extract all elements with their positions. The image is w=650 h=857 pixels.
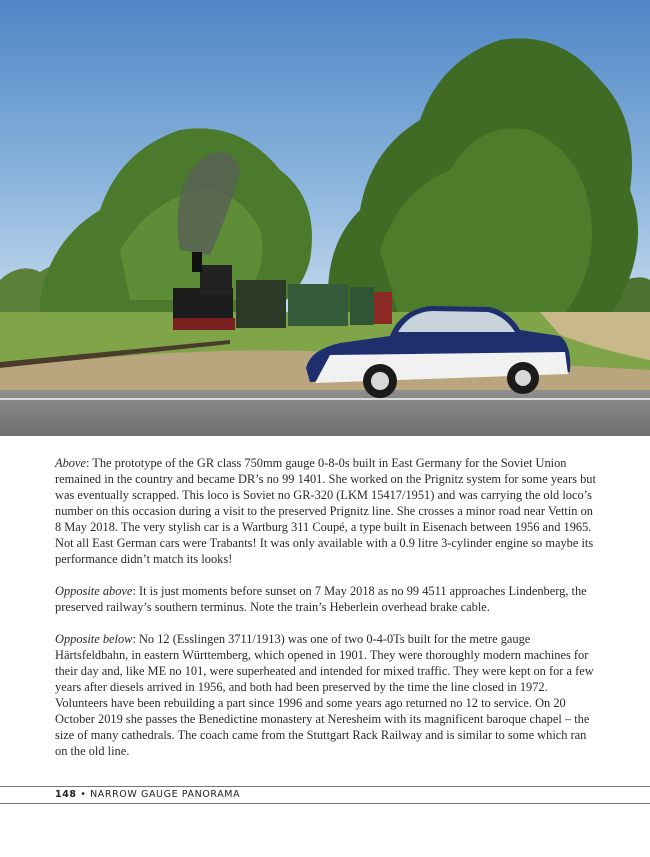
caption-lead: Above (55, 456, 86, 470)
caption-text: : The prototype of the GR class 750mm gauge 0-8-0s built in East Germany for the Soviet Union remained in the country and became DR’s no 99 1401. She worked on the Prignitz system for some years but was eventually scrapped. This loco is Soviet no GR-320 (LKM 15417/1951) and was carrying the old loco’s number on this occasion during a visit to the preserved Prignitz line. She crosses a minor road near Vettin on 8 May 2018. The very stylish car is a Wartburg 311 Coupé, a type built in Eisenach between 1956 and 1965. Not all East German cars were Trabants! It was only available with a 0.9 litre 3-cylinder engine so maybe its performance didn’t match its looks! (55, 456, 596, 566)
caption-text: : No 12 (Esslingen 3711/1913) was one of two 0-4-0Ts built for the metre gauge Härtsfeldbahn, in eastern Württemberg, which opened in 1901. They were thoroughly modern machines for their day and, like ME no 101, were superheated and intended for mixed traffic. They were kept on for a few years after diesels arrived in 1956, and both had been preserved by the time the line closed in 1972. Volunteers have been rebuilding a part since 1996 and some years ago returned no 12 to service. On 20 October 2019 she passes the Benedictine monastery at Neresheim with its magnificent baroque chapel – the size of many cathedrals. The coach came from the Stuttgart Rack Railway and is similar to some which ran on the old line. (55, 632, 594, 758)
page-footer (55, 789, 240, 800)
captions (55, 455, 600, 775)
caption-opposite-above (55, 583, 600, 615)
footer-separator: • (76, 789, 91, 800)
caption-opposite-below (55, 631, 600, 759)
caption-lead: Opposite below (55, 632, 133, 646)
caption-lead: Opposite above (55, 584, 133, 598)
caption-text: : It is just moments before sunset on 7 May 2018 as no 99 4511 approaches Lindenberg, the preserved railway’s southern terminus. Note the train’s Heberlein overhead brake cable. (55, 584, 587, 614)
book-title: NARROW GAUGE PANORAMA (90, 789, 241, 800)
footer-rule-bottom (0, 803, 650, 804)
caption-above (55, 455, 600, 567)
page-number: 148 (55, 789, 77, 800)
footer-rule-top (0, 786, 650, 787)
